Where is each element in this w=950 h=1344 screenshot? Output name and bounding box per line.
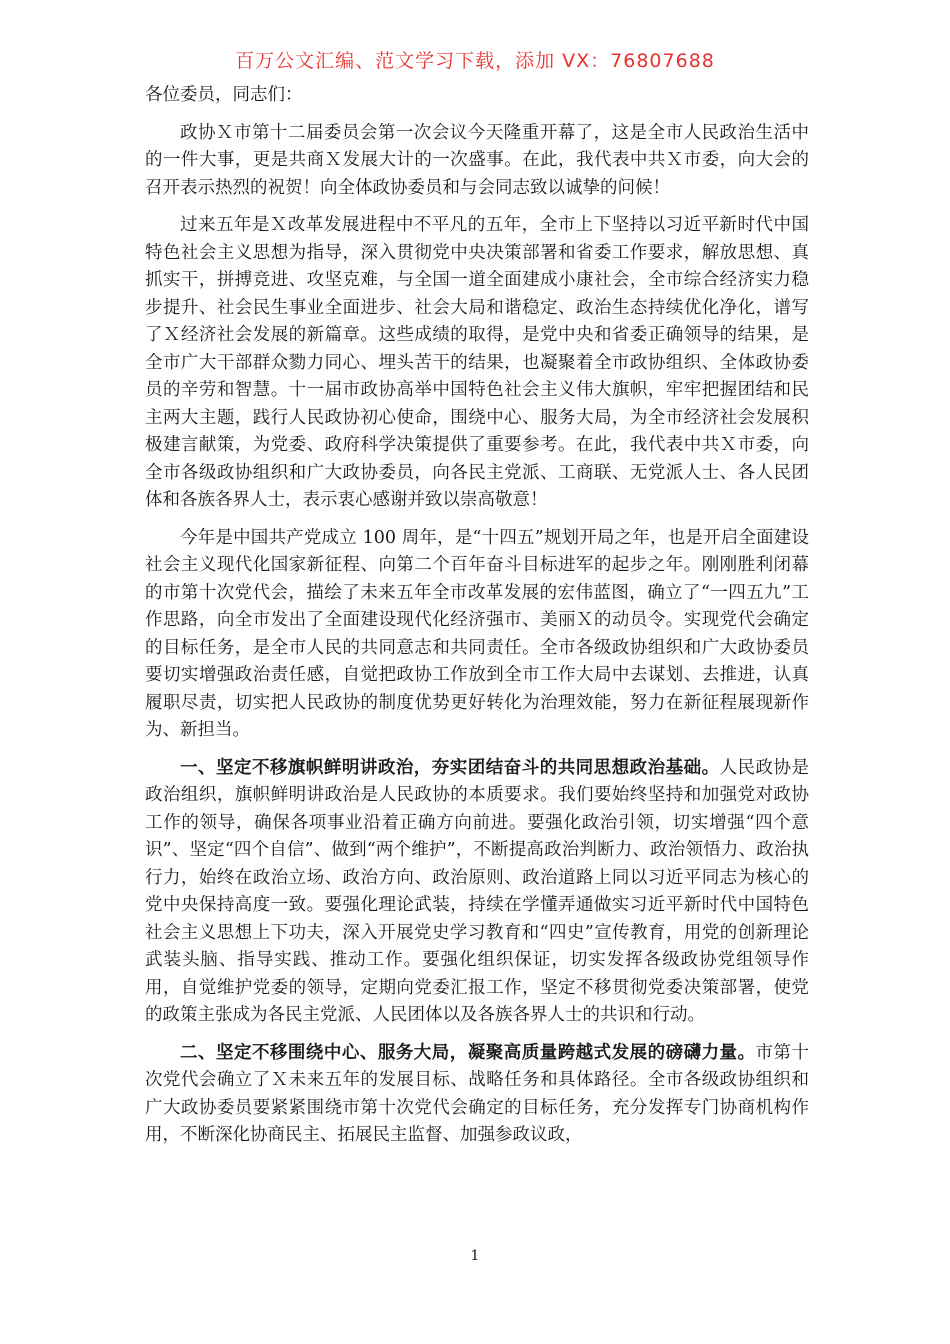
paragraph (145, 1040, 809, 1150)
section-heading: 二、坚定不移围绕中心、服务大局，凝聚高质量跨越式发展的磅礴力量。 (180, 1042, 756, 1063)
paragraph (145, 120, 809, 203)
watermark-header: 百万公文汇编、范文学习下载，添加 VX：76807688 (235, 50, 715, 72)
paragraph (145, 525, 809, 745)
greeting: 各位委员，同志们： (145, 85, 303, 105)
paragraph-text: 政协Ｘ市第十二届委员会第一次会议今天隆重开幕了，这是全市人民政治生活中的一件大事，更是共商Ｘ发展大计的一次盛事。在此，我代表中共Ｘ市委，向大会的召开表示热烈的祝贺！向全体政协委员和与会同志致以诚挚的问候！ (145, 122, 809, 198)
paragraph (145, 212, 809, 515)
paragraph (145, 755, 809, 1030)
page-number: 1 (470, 1248, 480, 1264)
section-heading: 一、坚定不移旗帜鲜明讲政治，夯实团结奋斗的共同思想政治基础。 (180, 757, 720, 778)
paragraph-text: 人民政协是政治组织，旗帜鲜明讲政治是人民政协的本质要求。我们要始终坚持和加强党对政协工作的领导，确保各项事业沿着正确方向前进。要强化政治引领，切实增强“四个意识”、坚定“四个自信”、做到“两个维护”，不断提高政治判断力、政治领悟力、政治执行力，始终在政治立场、政治方向、政治原则、政治道路上同以习近平同志为核心的党中央保持高度一致。要强化理论武装，持续在学懂弄通做实习近平新时代中国特色社会主义思想上下功夫，深入开展党史学习教育和“四史”宣传教育，用党的创新理论武装头脑、指导实践、推动工作。要强化组织保证，切实发挥各级政协党组领导作用，自觉维护党委的领导，定期向党委汇报工作，坚定不移贯彻党委决策部署，使党的政策主张成为各民主党派、人民团体以及各族各界人士的共识和行动。 (145, 757, 810, 1025)
paragraph-text: 今年是中国共产党成立 100 周年，是“十四五”规划开局之年，也是开启全面建设社会主义现代化国家新征程、向第二个百年奋斗目标进军的起步之年。刚刚胜利闭幕的市第十次党代会，描绘了未来五年全市改革发展的宏伟蓝图，确立了“一四五九”工作思路，向全市发出了全面建设现代化经济强市、美丽Ｘ的动员令。实现党代会确定的目标任务，是全市人民的共同意志和共同责任。全市各级政协组织和广大政协委员要切实增强政治责任感，自觉把政协工作放到全市工作大局中去谋划、去推进，认真履职尽责，切实把人民政协的制度优势更好转化为治理效能，努力在新征程展现新作为、新担当。 (145, 527, 809, 740)
paragraph-text: 过来五年是Ｘ改革发展进程中不平凡的五年，全市上下坚持以习近平新时代中国特色社会主义思想为指导，深入贯彻党中央决策部署和省委工作要求，解放思想、真抓实干，拼搏竞进、攻坚克难，与全国一道全面建成小康社会，全市综合经济实力稳步提升、社会民生事业全面进步、社会大局和谐稳定、政治生态持续优化净化，谱写了Ｘ经济社会发展的新篇章。这些成绩的取得，是党中央和省委正确领导的结果，是全市广大干部群众勠力同心、埋头苦干的结果，也凝聚着全市政协组织、全体政协委员的辛劳和智慧。十一届市政协高举中国特色社会主义伟大旗帜，牢牢把握团结和民主两大主题，践行人民政协初心使命，围绕中心、服务大局，为全市经济社会发展积极建言献策，为党委、政府科学决策提供了重要参考。在此，我代表中共Ｘ市委，向全市各级政协组织和广大政协委员，向各民主党派、工商联、无党派人士、各人民团体和各族各界人士，表示衷心感谢并致以崇高敬意！ (145, 215, 809, 510)
paragraph-text: 市第十次党代会确立了Ｘ未来五年的发展目标、战略任务和具体路径。全市各级政协组织和广大政协委员要紧紧围绕市第十次党代会确定的目标任务，充分发挥专门协商机构作用，不断深化协商民主、拓展民主监督、加强参政议政， (145, 1042, 810, 1145)
document-body (145, 82, 809, 1160)
